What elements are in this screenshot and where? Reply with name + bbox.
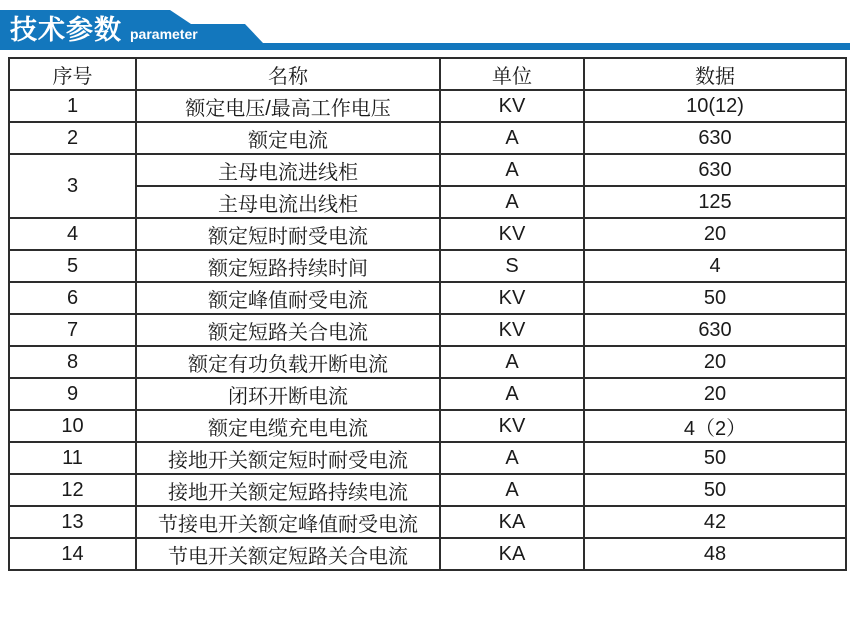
cell-value: 630 (584, 314, 846, 346)
cell-value: 48 (584, 538, 846, 570)
cell-unit: KV (440, 410, 584, 442)
cell-no: 2 (9, 122, 136, 154)
cell-value: 50 (584, 282, 846, 314)
table-row (9, 538, 846, 570)
table-row (9, 218, 846, 250)
cell-name: 额定电流 (136, 122, 440, 154)
cell-name: 额定电压/最高工作电压 (136, 90, 440, 122)
table-row (9, 410, 846, 442)
cell-unit: A (440, 186, 584, 218)
cell-name: 额定电缆充电电流 (136, 410, 440, 442)
cell-name: 额定短路关合电流 (136, 314, 440, 346)
cell-no: 12 (9, 474, 136, 506)
cell-unit: A (440, 474, 584, 506)
cell-name: 主母电流进线柜 (136, 154, 440, 186)
cell-unit: S (440, 250, 584, 282)
cell-no: 4 (9, 218, 136, 250)
cell-unit: A (440, 122, 584, 154)
table-row (9, 506, 846, 538)
table-header-row (9, 58, 846, 90)
cell-value: 125 (584, 186, 846, 218)
cell-value: 42 (584, 506, 846, 538)
cell-unit: KV (440, 282, 584, 314)
cell-unit: KA (440, 506, 584, 538)
cell-unit: A (440, 378, 584, 410)
cell-unit: KV (440, 218, 584, 250)
table-row (9, 154, 846, 186)
cell-value: 630 (584, 122, 846, 154)
cell-name: 接地开关额定短时耐受电流 (136, 442, 440, 474)
cell-value: 50 (584, 442, 846, 474)
table-row (9, 378, 846, 410)
cell-value: 20 (584, 346, 846, 378)
cell-value: 10(12) (584, 90, 846, 122)
cell-no: 1 (9, 90, 136, 122)
cell-no: 10 (9, 410, 136, 442)
cell-no: 8 (9, 346, 136, 378)
cell-no: 6 (9, 282, 136, 314)
cell-name: 额定有功负载开断电流 (136, 346, 440, 378)
column-header-unit: 单位 (440, 58, 584, 90)
banner-text (10, 10, 198, 50)
cell-name: 节电开关额定短路关合电流 (136, 538, 440, 570)
cell-value: 4 (584, 250, 846, 282)
cell-unit: A (440, 442, 584, 474)
table-row (9, 314, 846, 346)
column-header-no: 序号 (9, 58, 136, 90)
cell-name: 主母电流出线柜 (136, 186, 440, 218)
cell-value: 4（2） (584, 410, 846, 442)
cell-no: 13 (9, 506, 136, 538)
table-row (9, 442, 846, 474)
cell-no: 9 (9, 378, 136, 410)
cell-name: 接地开关额定短路持续电流 (136, 474, 440, 506)
cell-value: 20 (584, 218, 846, 250)
column-header-value: 数据 (584, 58, 846, 90)
table-row (9, 90, 846, 122)
cell-value: 630 (584, 154, 846, 186)
cell-name: 额定峰值耐受电流 (136, 282, 440, 314)
cell-unit: A (440, 346, 584, 378)
cell-value: 50 (584, 474, 846, 506)
cell-unit: KA (440, 538, 584, 570)
cell-no: 5 (9, 250, 136, 282)
section-title: 技术参数 (10, 15, 122, 45)
table-body (9, 90, 846, 570)
table-row (9, 250, 846, 282)
cell-name: 额定短路持续时间 (136, 250, 440, 282)
cell-no: 7 (9, 314, 136, 346)
cell-name: 额定短时耐受电流 (136, 218, 440, 250)
column-header-name: 名称 (136, 58, 440, 90)
cell-no: 14 (9, 538, 136, 570)
section-subtitle: parameter (130, 26, 198, 42)
table-row (9, 282, 846, 314)
cell-unit: A (440, 154, 584, 186)
cell-no: 3 (9, 154, 136, 218)
table-row (9, 346, 846, 378)
cell-name: 节接电开关额定峰值耐受电流 (136, 506, 440, 538)
table-row (9, 474, 846, 506)
cell-value: 20 (584, 378, 846, 410)
cell-unit: KV (440, 314, 584, 346)
table-row (9, 122, 846, 154)
cell-name: 闭环开断电流 (136, 378, 440, 410)
cell-unit: KV (440, 90, 584, 122)
table-header (9, 58, 846, 90)
cell-no: 11 (9, 442, 136, 474)
parameters-table (8, 57, 847, 571)
section-header-banner (0, 10, 850, 50)
